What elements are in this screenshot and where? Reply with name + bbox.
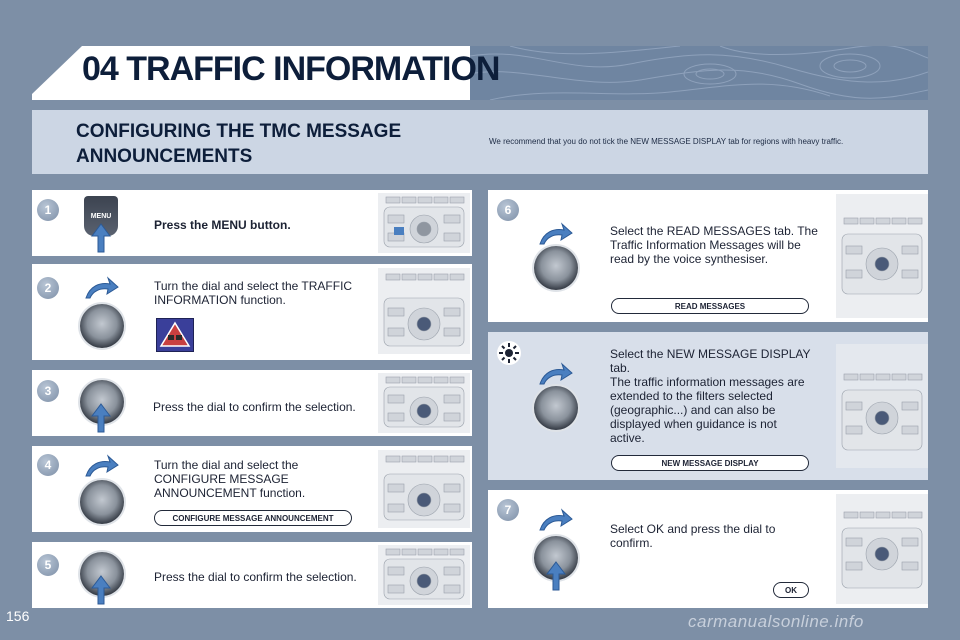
- step-number-badge: 7: [497, 499, 519, 521]
- rotate-arrow-icon: [538, 362, 574, 386]
- new-message-display-tab[interactable]: NEW MESSAGE DISPLAY: [611, 455, 809, 471]
- step-number-badge: 1: [37, 199, 59, 221]
- recommendation-note: We recommend that you do not tick the NEW MESSAGE DISPLAY tab for regions with heavy traffic.: [489, 137, 844, 146]
- menu-button: MENU: [84, 196, 118, 236]
- step-6-text: Select the READ MESSAGES tab. The Traffic Information Messages will be read by the voice synthesiser.: [610, 224, 818, 266]
- step-number-badge: 5: [37, 554, 59, 576]
- header-map-background: [470, 46, 928, 100]
- radio-panel-image: [378, 450, 470, 528]
- step-4-text: Turn the dial and select the CONFIGURE MESSAGE ANNOUNCEMENT function.: [154, 458, 306, 500]
- radio-panel-image: [378, 268, 470, 354]
- tip-text-detail: The traffic information messages are extended to the filters selected (geographic...) and can also be displayed when guidance is not active.: [610, 375, 805, 445]
- rotate-arrow-icon: [538, 222, 574, 246]
- radio-panel-image: [378, 193, 470, 253]
- rotary-dial: [534, 386, 578, 430]
- press-arrow-icon: [90, 402, 112, 434]
- step-number-badge: 4: [37, 454, 59, 476]
- tip-text-select: Select the NEW MESSAGE DISPLAY tab.: [610, 347, 811, 375]
- rotate-arrow-icon: [538, 508, 574, 532]
- press-arrow-icon: [90, 222, 112, 254]
- rotate-arrow-icon: [84, 454, 120, 478]
- rotary-dial: [80, 304, 124, 348]
- radio-panel-image: [378, 545, 470, 605]
- traffic-info-icon: [156, 318, 194, 352]
- step-number-badge: 2: [37, 277, 59, 299]
- radio-panel-image: [836, 494, 928, 604]
- sun-tip-icon: [496, 340, 522, 366]
- step-7-text: Select OK and press the dial to confirm.: [610, 522, 776, 550]
- step-number-badge: 6: [497, 199, 519, 221]
- step-number-badge: 3: [37, 380, 59, 402]
- radio-panel-image: [378, 373, 470, 433]
- step-2-text: Turn the dial and select the TRAFFIC INFORMATION function.: [154, 279, 353, 307]
- rotary-dial: [80, 480, 124, 524]
- ok-tab[interactable]: OK: [773, 582, 809, 598]
- press-arrow-icon: [545, 560, 567, 592]
- page-title: 04 TRAFFIC INFORMATION: [82, 50, 500, 88]
- configure-message-announcement-tab[interactable]: CONFIGURE MESSAGE ANNOUNCEMENT: [154, 510, 352, 526]
- rotary-dial: [534, 246, 578, 290]
- step-3-text: Press the dial to confirm the selection.: [153, 400, 356, 414]
- page-number: 156: [6, 608, 30, 624]
- step-1-text: Press the MENU button.: [154, 218, 291, 232]
- read-messages-tab[interactable]: READ MESSAGES: [611, 298, 809, 314]
- rotate-arrow-icon: [84, 276, 120, 300]
- radio-panel-image: [836, 194, 928, 318]
- radio-panel-image: [836, 344, 928, 468]
- step-5-text: Press the dial to confirm the selection.: [154, 570, 357, 584]
- section-subtitle: CONFIGURING THE TMC MESSAGE ANNOUNCEMENTS: [76, 121, 402, 167]
- watermark: carmanualsonline.info: [688, 612, 864, 631]
- press-arrow-icon: [90, 574, 112, 606]
